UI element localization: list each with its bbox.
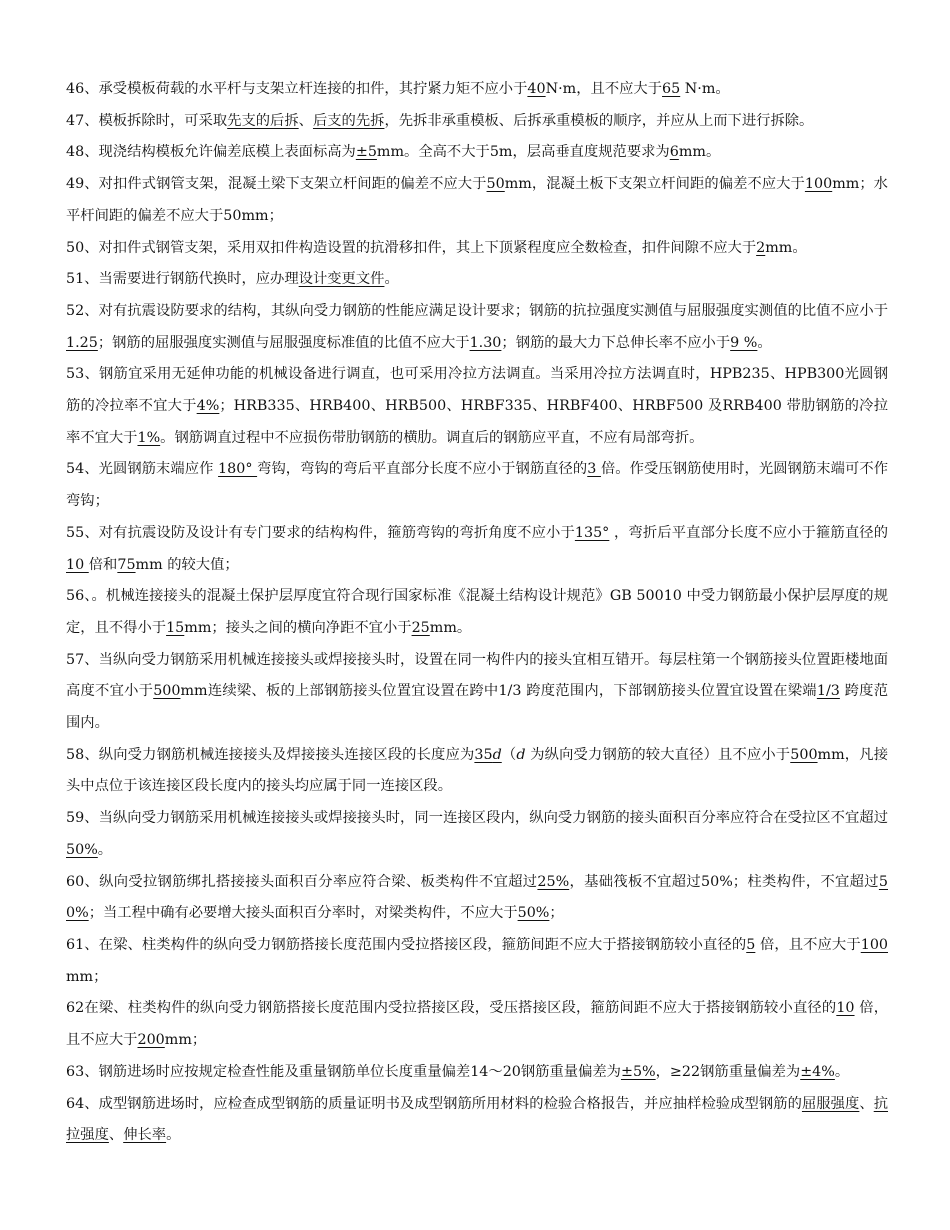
underlined-answer: ±4% bbox=[800, 1063, 835, 1080]
text-run: 49、对扣件式钢管支架，混凝土梁下支架立杆间距的偏差不应大于 bbox=[66, 176, 487, 193]
text-run: 55、对有抗震设防及设计有专门要求的结构构件，箍筋弯钩的弯折角度不应小于 bbox=[66, 524, 575, 541]
underlined-answer: 135° bbox=[574, 524, 610, 541]
text-run: 58、纵向受力钢筋机械连接接头及焊接接头连接区段的长度应为 bbox=[66, 746, 475, 763]
underlined-answer: 65 bbox=[662, 81, 681, 97]
text-run: 弯钩，弯钩的弯后平直部分长度不应小于钢筋直径的 bbox=[257, 461, 588, 478]
text-run: mm。 bbox=[429, 619, 472, 636]
underlined-answer: 500 bbox=[790, 746, 818, 763]
text-run: ，基础筏板不宜超过50%；柱类构件，不宜超过 bbox=[569, 873, 879, 890]
text-run: 48、现浇结构模板允许偏差底模上表面标高为 bbox=[66, 144, 356, 161]
text-run: N·m。 bbox=[680, 81, 730, 97]
underlined-answer: 1.25 bbox=[66, 334, 98, 351]
text-run: 54、光圆钢筋末端应作 bbox=[66, 461, 219, 478]
text-run: 47、模板拆除时，可采取 bbox=[66, 112, 228, 129]
text-run: 。钢筋调直过程中不应损伤带肋钢筋的横肋。调直后的钢筋应平直，不应有局部弯折。 bbox=[160, 429, 704, 446]
underlined-answer: 5 bbox=[746, 936, 756, 953]
underlined-answer: 15 bbox=[166, 619, 185, 636]
paragraph-46 bbox=[66, 74, 888, 106]
text-run: 倍和 bbox=[88, 556, 118, 573]
underlined-answer: 100 bbox=[804, 176, 833, 193]
paragraph-51 bbox=[66, 264, 888, 296]
text-run: 62在梁、柱类构件的纵向受力钢筋搭接长度范围内受拉搭接区段，受压搭接区段，箍筋间距不应大于搭接钢筋较小直径的 bbox=[66, 1000, 837, 1017]
text-run: 。 bbox=[97, 841, 113, 858]
text-run: mm。 bbox=[765, 239, 807, 256]
text-run: 56、。机械连接接头的混凝土保护层厚度宜符合现行国家标准《混凝土结构设计规范》GB 50010 中受力钢筋最小保护层厚度的规定，且不得小于 bbox=[66, 588, 888, 636]
underlined-answer: 1/3 bbox=[816, 683, 840, 700]
text-run: 64、成型钢筋进场时，应检查成型钢筋的质量证明书及成型钢筋所用材料的检验合格报告，并应抽样检验成型钢筋的 bbox=[66, 1095, 802, 1112]
paragraph-60 bbox=[66, 867, 888, 930]
text-run: 、 bbox=[298, 112, 313, 129]
underlined-answer: d bbox=[492, 746, 502, 763]
underlined-answer: 4% bbox=[196, 398, 220, 415]
paragraph-47 bbox=[66, 106, 888, 138]
text-run: mm。全高不大于5m，层高垂直度规范要求为 bbox=[376, 144, 670, 161]
text-run: 51、当需要进行钢筋代换时，应办理 bbox=[66, 271, 299, 288]
underlined-answer: 50 bbox=[486, 176, 505, 193]
text-run: 53、钢筋宜采用无延伸功能的机械设备进行调直，也可采用冷拉方法调直。当采用冷拉方法调直时，HPB235、HPB300光圆钢筋的冷拉率不宜大于 bbox=[66, 366, 888, 415]
text-run: mm；接头之间的横向净距不宜小于 bbox=[184, 619, 412, 636]
paragraph-63 bbox=[66, 1057, 888, 1089]
underlined-answer: 2 bbox=[756, 239, 766, 256]
text-run: mm，凡接头中点位于该连接区段长度内的接头均应属于同一连接区段。 bbox=[66, 746, 888, 795]
text-run: 跨度范围内。 bbox=[66, 683, 888, 732]
underlined-answer: 40 bbox=[527, 81, 546, 97]
underlined-answer: 500 bbox=[153, 683, 181, 700]
underlined-answer: 伸长率 bbox=[123, 1127, 167, 1144]
underlined-answer: 10 bbox=[66, 556, 89, 573]
underlined-answer: 100 bbox=[860, 936, 889, 953]
underlined-answer: 屈服强度 bbox=[801, 1095, 860, 1112]
paragraph-62 bbox=[66, 993, 888, 1056]
text-run: mm；水平杆间距的偏差不应大于50mm； bbox=[66, 176, 888, 224]
underlined-answer: 6 bbox=[669, 144, 679, 161]
paragraph-48 bbox=[66, 137, 888, 169]
text-run: 46、承受模板荷载的水平杆与支架立杆连接的扣件，其拧紧力矩不应小于 bbox=[66, 81, 528, 97]
text-run: （ bbox=[501, 746, 517, 763]
text-run: 、 bbox=[859, 1095, 874, 1112]
underlined-answer: 后支的先拆 bbox=[312, 112, 385, 129]
text-run: 倍。作受压钢筋使用时，光圆钢筋末端可不作弯钩； bbox=[66, 461, 888, 510]
underlined-answer: 35 bbox=[474, 746, 493, 763]
text-run: mm连续梁、板的上部钢筋接头位置宜设置在跨中1/3 跨度范围内，下部钢筋接头位置宜设置在梁端 bbox=[180, 683, 817, 700]
underlined-answer: 25% bbox=[537, 873, 570, 890]
underlined-answer: 50% bbox=[66, 841, 98, 858]
text-run: 倍，且不应大于 bbox=[66, 1000, 888, 1049]
paragraph-61 bbox=[66, 930, 888, 993]
underlined-answer: 180° bbox=[218, 461, 258, 478]
text-run: 倍，且不应大于 bbox=[755, 936, 861, 953]
text-run: N·m，且不应大于 bbox=[545, 81, 663, 97]
text-run: ； bbox=[549, 905, 564, 922]
underlined-answer: 3 bbox=[587, 461, 601, 478]
text-run: 57、当纵向受力钢筋采用机械连接接头或焊接接头时，设置在同一构件内的接头宜相互错开。每层柱第一个钢筋接头位置距楼地面高度不宜小于 bbox=[66, 651, 888, 700]
text-run: 61、在梁、柱类构件的纵向受力钢筋搭接长度范围内受拉搭接区段，箍筋间距不应大于搭接钢筋较小直径的 bbox=[66, 936, 747, 953]
text-run: mm； bbox=[164, 1032, 207, 1049]
text-run: d bbox=[516, 746, 526, 763]
paragraph-53 bbox=[66, 359, 888, 454]
underlined-answer: 50% bbox=[66, 873, 888, 922]
text-run: mm； bbox=[66, 968, 108, 985]
paragraph-54 bbox=[66, 454, 888, 517]
underlined-answer: 50% bbox=[517, 905, 550, 922]
underlined-answer: 25 bbox=[411, 619, 430, 636]
text-run: 59、当纵向受力钢筋采用机械连接接头或焊接接头时，同一连接区段内，纵向受力钢筋的接头面积百分率应符合在受拉区不宜超过 bbox=[66, 810, 888, 827]
paragraph-64 bbox=[66, 1089, 888, 1152]
text-run: ；钢筋的最大力下总伸长率不应小于 bbox=[501, 334, 731, 351]
text-run: mm，混凝土板下支架立杆间距的偏差不应大于 bbox=[504, 176, 805, 193]
underlined-answer: 先支的后拆 bbox=[227, 112, 299, 129]
underlined-answer: 1% bbox=[137, 429, 161, 446]
paragraph-49 bbox=[66, 169, 888, 232]
text-run: ，弯折后平直部分长度不应小于箍筋直径的 bbox=[609, 524, 888, 541]
text-run: 60、纵向受拉钢筋绑扎搭接接头面积百分率应符合梁、板类构件不宜超过 bbox=[66, 873, 538, 890]
text-run: 。 bbox=[166, 1127, 181, 1144]
paragraph-50 bbox=[66, 233, 888, 265]
paragraph-59 bbox=[66, 803, 888, 866]
text-run: 52、对有抗震设防要求的结构，其纵向受力钢筋的性能应满足设计要求；钢筋的抗拉强度实测值与屈服强度实测值的比值不应小于 bbox=[66, 302, 888, 319]
text-run: 为纵向受力钢筋的较大直径）且不应小于 bbox=[525, 746, 791, 763]
underlined-answer: 10 bbox=[836, 1000, 855, 1017]
text-run: ，先拆非承重模板、后拆承重模板的顺序，并应从上而下进行拆除。 bbox=[384, 112, 814, 129]
underlined-answer: 75 bbox=[117, 556, 136, 573]
text-run: 。 bbox=[834, 1063, 850, 1080]
document-page bbox=[66, 74, 888, 1152]
underlined-answer: ±5% bbox=[620, 1063, 656, 1080]
text-run: mm 的较大值； bbox=[135, 556, 239, 573]
underlined-answer: 9 % bbox=[730, 334, 758, 351]
underlined-answer: 200 bbox=[137, 1032, 165, 1049]
text-run: ；当工程中确有必要增大接头面积百分率时，对梁类构件，不应大于 bbox=[88, 905, 518, 922]
text-run: 63、钢筋进场时应按规定检查性能及重量钢筋单位长度重量偏差14～20钢筋重量偏差为 bbox=[66, 1063, 621, 1080]
text-run: ；钢筋的屈服强度实测值与屈服强度标准值的比值不应大于 bbox=[97, 334, 470, 351]
text-run: ，≥22钢筋重量偏差为 bbox=[655, 1063, 801, 1080]
paragraph-52 bbox=[66, 296, 888, 359]
text-run: mm。 bbox=[678, 144, 721, 161]
underlined-answer: ±5 bbox=[355, 144, 377, 161]
paragraph-56 bbox=[66, 581, 888, 644]
text-run: 50、对扣件式钢管支架，采用双扣件构造设置的抗滑移扣件，其上下顶紧程度应全数检查，扣件间隙不应大于 bbox=[66, 239, 757, 256]
text-run: 、 bbox=[108, 1127, 124, 1144]
underlined-answer: 抗拉强度 bbox=[66, 1095, 889, 1144]
underlined-answer: 1.30 bbox=[469, 334, 502, 351]
paragraph-57 bbox=[66, 645, 888, 740]
paragraph-58 bbox=[66, 740, 888, 803]
text-run: 。 bbox=[757, 334, 772, 351]
text-run: ；HRB335、HRB400、HRB500、HRBF335、HRBF400、HRBF500 及RRB400 带肋钢筋的冷拉率不宜大于 bbox=[66, 398, 888, 446]
paragraph-55 bbox=[66, 518, 888, 581]
text-run: 。 bbox=[384, 271, 399, 288]
underlined-answer: 设计变更文件 bbox=[298, 271, 385, 288]
